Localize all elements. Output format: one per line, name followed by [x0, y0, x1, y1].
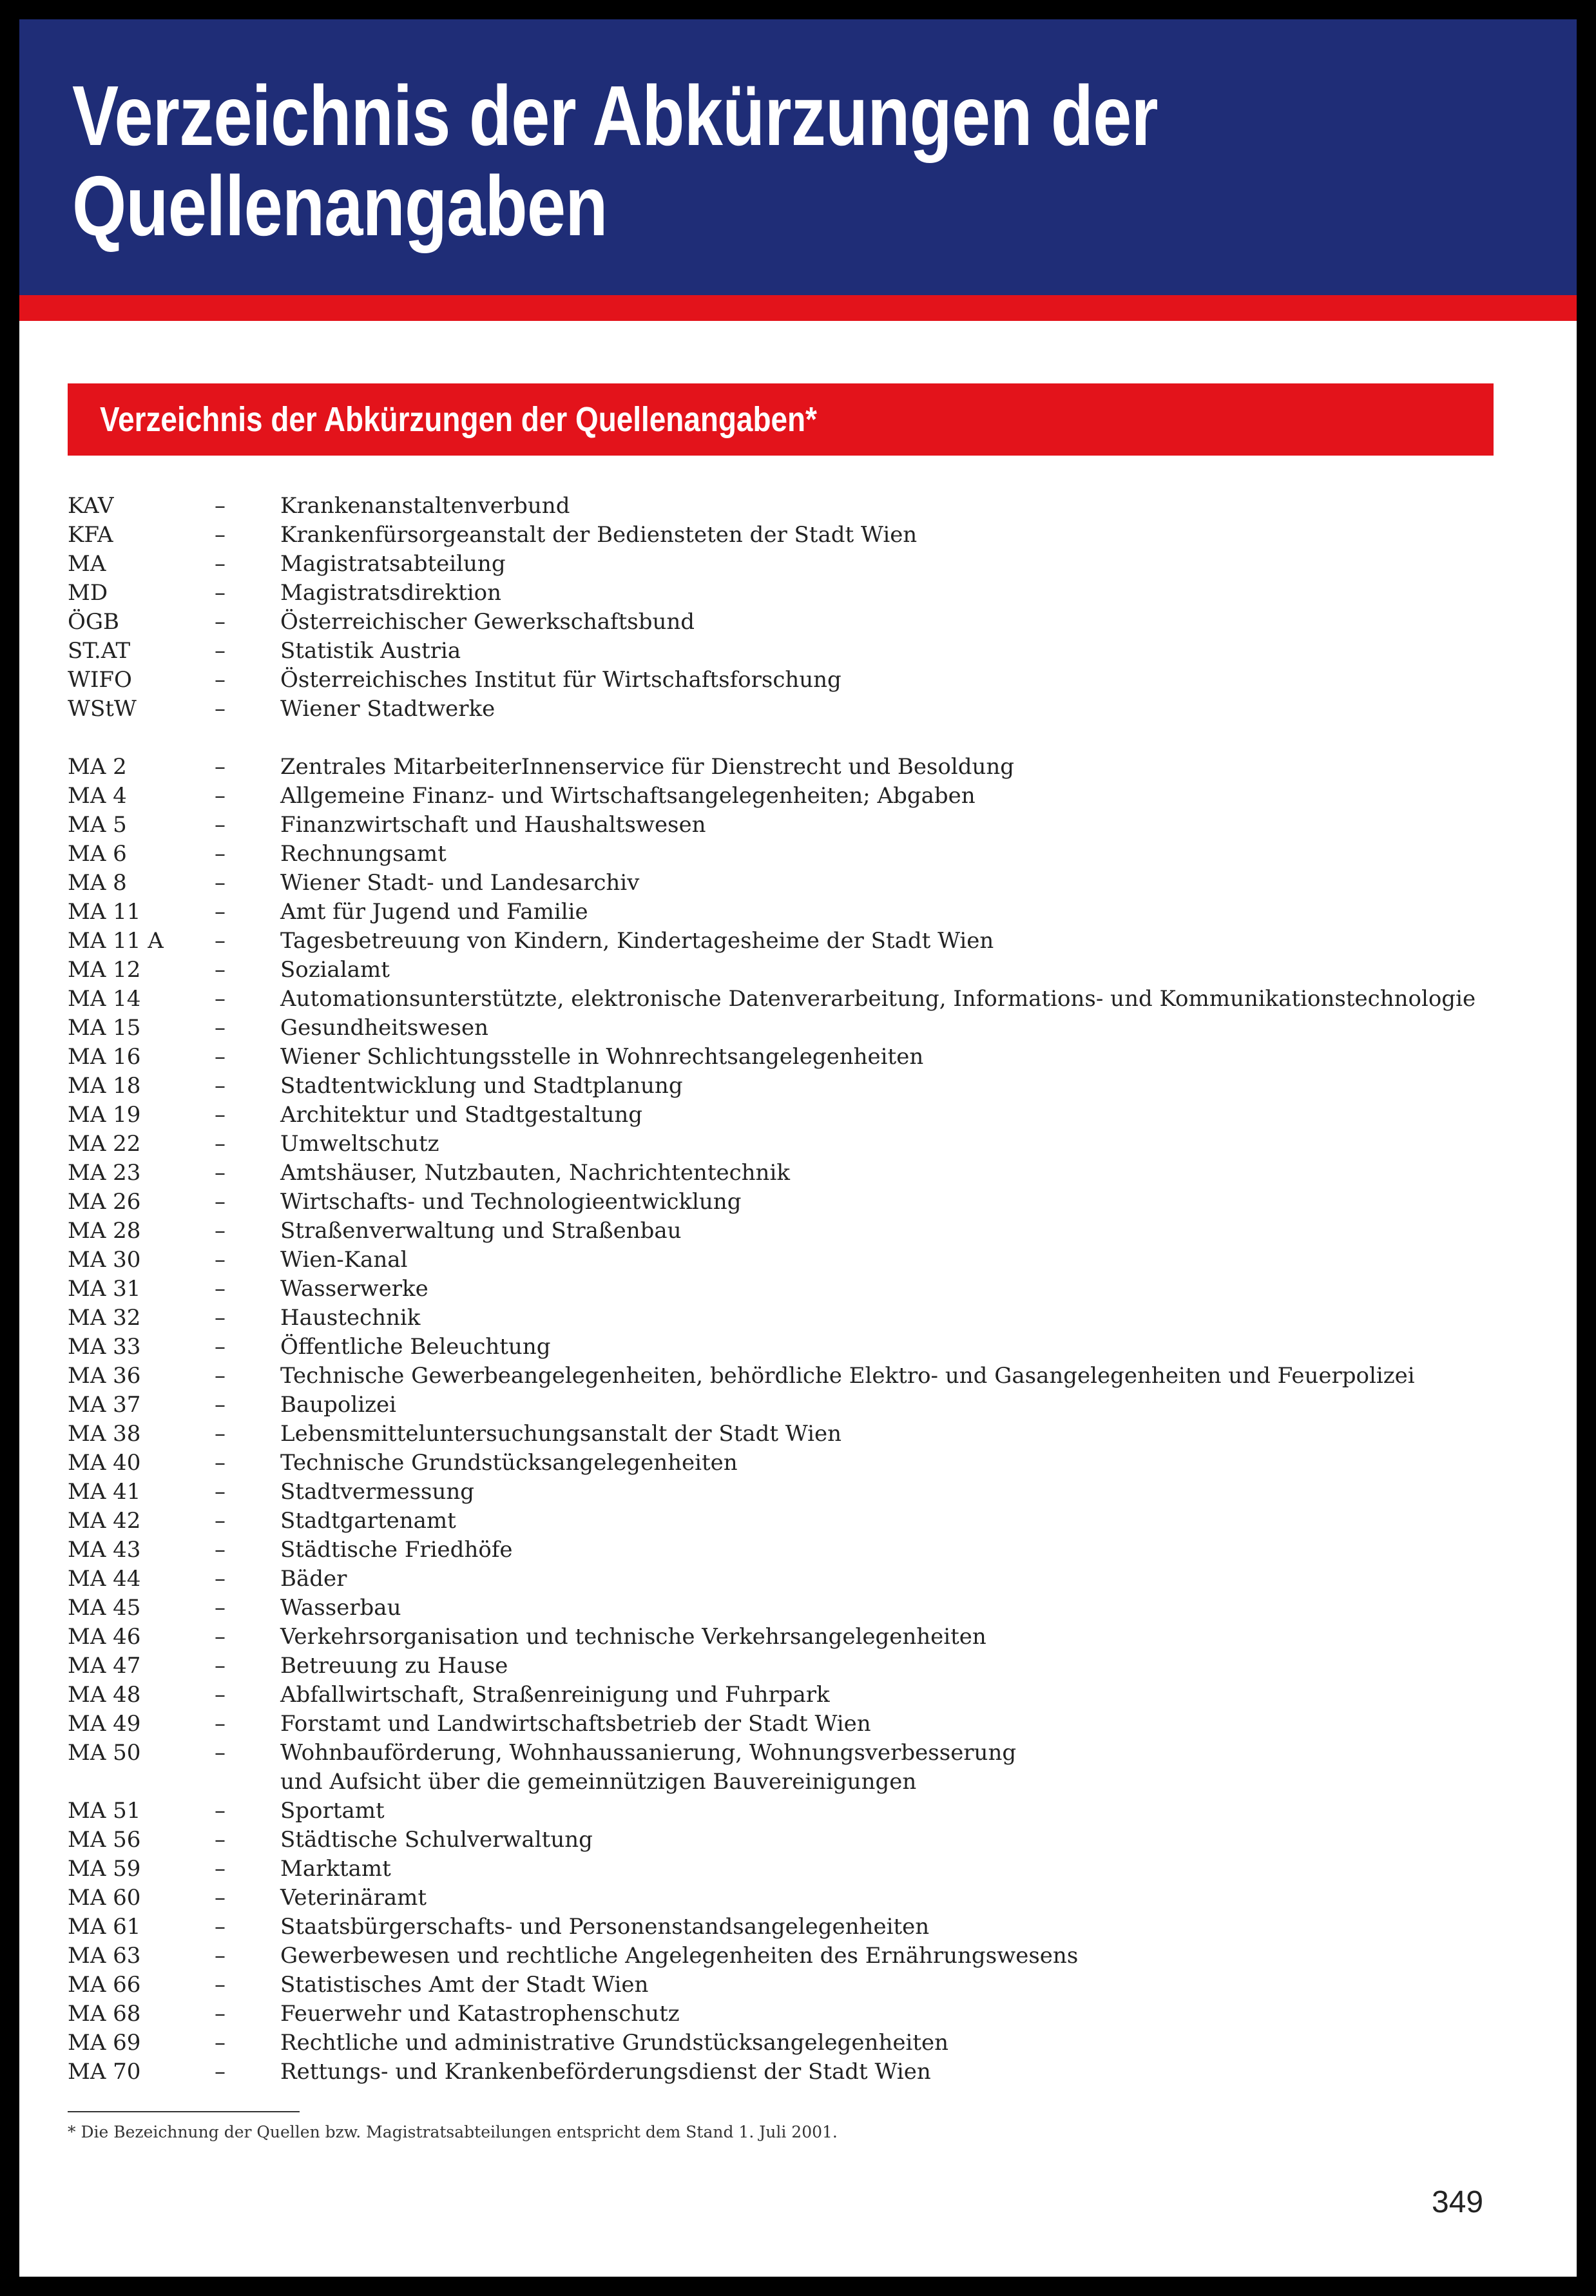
dash-separator: –: [215, 812, 226, 838]
abbreviation-code: MA 19: [68, 1102, 141, 1128]
abbreviation-description: Magistratsabteilung: [280, 551, 506, 577]
list-item: [68, 1884, 1524, 1913]
abbreviation-description: Gewerbewesen und rechtliche Angelegenheiten des Ernährungswesens: [280, 1943, 1079, 1969]
dash-separator: –: [215, 667, 226, 693]
abbreviation-code: MA 15: [68, 1015, 141, 1041]
dash-separator: –: [215, 1682, 226, 1708]
abbreviation-description: Städtische Friedhöfe: [280, 1537, 513, 1563]
list-item: [68, 492, 1524, 521]
abbreviation-list: [68, 492, 1524, 2087]
dash-separator: –: [215, 1392, 226, 1418]
abbreviation-description: Magistratsdirektion: [280, 580, 501, 606]
dash-separator: –: [215, 1943, 226, 1969]
abbreviation-code: MA 61: [68, 1914, 141, 1940]
dash-separator: –: [215, 609, 226, 635]
abbreviation-code: MA 23: [68, 1160, 141, 1186]
abbreviation-description: Statistik Austria: [280, 638, 461, 664]
abbreviation-description: Architektur und Stadtgestaltung: [280, 1102, 643, 1128]
abbreviation-code: WIFO: [68, 667, 132, 693]
list-item: [68, 666, 1524, 695]
abbreviation-description: und Aufsicht über die gemeinnützigen Bauvereinigungen: [280, 1769, 917, 1795]
dash-separator: –: [215, 2030, 226, 2056]
dash-separator: –: [215, 2001, 226, 2027]
list-item: [68, 637, 1524, 666]
dash-separator: –: [215, 1711, 226, 1737]
list-item: [68, 1565, 1524, 1594]
abbreviation-description: Zentrales MitarbeiterInnenservice für Dienstrecht und Besoldung: [280, 754, 1015, 780]
dash-separator: –: [215, 1131, 226, 1157]
abbreviation-description: Österreichisches Institut für Wirtschaftsforschung: [280, 667, 841, 693]
abbreviation-description: Gesundheitswesen: [280, 1015, 488, 1041]
list-item: [68, 1188, 1524, 1217]
abbreviation-code: MA 30: [68, 1247, 141, 1273]
list-item: [68, 869, 1524, 898]
list-item: [68, 840, 1524, 869]
list-item: [68, 811, 1524, 840]
dash-separator: –: [215, 1102, 226, 1128]
abbreviation-description: Wiener Stadtwerke: [280, 696, 495, 722]
abbreviation-code: MA 12: [68, 957, 141, 983]
list-item: [68, 2058, 1524, 2087]
abbreviation-description: Straßenverwaltung und Straßenbau: [280, 1218, 682, 1244]
abbreviation-description: Rechtliche und administrative Grundstücksangelegenheiten: [280, 2030, 949, 2056]
abbreviation-description: Wiener Schlichtungsstelle in Wohnrechtsangelegenheiten: [280, 1044, 924, 1070]
abbreviation-code: MA 11: [68, 899, 141, 925]
dash-separator: –: [215, 1798, 226, 1824]
dash-separator: –: [215, 1073, 226, 1099]
dash-separator: –: [215, 957, 226, 983]
list-item: [68, 1246, 1524, 1275]
abbreviation-code: ÖGB: [68, 609, 120, 635]
abbreviation-code: MA 4: [68, 783, 127, 809]
abbreviation-description: Stadtvermessung: [280, 1479, 475, 1505]
dash-separator: –: [215, 1827, 226, 1853]
dash-separator: –: [215, 1247, 226, 1273]
list-item: [68, 1623, 1524, 1652]
dash-separator: –: [215, 754, 226, 780]
dash-separator: –: [215, 580, 226, 606]
list-item: [68, 1855, 1524, 1884]
dash-separator: –: [215, 1421, 226, 1447]
abbreviation-code: MA 8: [68, 870, 127, 896]
header-red-stripe: [19, 295, 1577, 321]
page-title: Verzeichnis der Abkürzungen der Quellenangaben: [72, 68, 1158, 253]
dash-separator: –: [215, 522, 226, 548]
abbreviation-description: Allgemeine Finanz- und Wirtschaftsangelegenheiten; Abgaben: [280, 783, 976, 809]
list-item: [68, 782, 1524, 811]
abbreviation-description: Wiener Stadt- und Landesarchiv: [280, 870, 640, 896]
abbreviation-code: MA 37: [68, 1392, 141, 1418]
dash-separator: –: [215, 551, 226, 577]
abbreviation-description: Umweltschutz: [280, 1131, 439, 1157]
abbreviation-code: MA 66: [68, 1972, 141, 1998]
list-item: [68, 579, 1524, 608]
abbreviation-description: Veterinäramt: [280, 1885, 427, 1911]
list-item: [68, 1014, 1524, 1043]
header-band: [19, 19, 1577, 295]
abbreviation-code: MD: [68, 580, 108, 606]
list-item: [68, 608, 1524, 637]
abbreviation-description: Sozialamt: [280, 957, 390, 983]
list-item: [68, 1710, 1524, 1739]
dash-separator: –: [215, 1740, 226, 1766]
abbreviation-description: Wien-Kanal: [280, 1247, 408, 1273]
dash-separator: –: [215, 1653, 226, 1679]
dash-separator: –: [215, 1508, 226, 1534]
list-item: [68, 956, 1524, 985]
abbreviation-description: Österreichischer Gewerkschaftsbund: [280, 609, 695, 635]
list-item: [68, 695, 1524, 724]
dash-separator: –: [215, 493, 226, 519]
list-item: [68, 1971, 1524, 2000]
list-item: [68, 1217, 1524, 1246]
dash-separator: –: [215, 1450, 226, 1476]
abbreviation-description: Finanzwirtschaft und Haushaltswesen: [280, 812, 706, 838]
abbreviation-code: MA 38: [68, 1421, 141, 1447]
abbreviation-code: WStW: [68, 696, 137, 722]
abbreviation-description: Technische Gewerbeangelegenheiten, behördliche Elektro- und Gasangelegenheiten und Feuerpolizei: [280, 1363, 1415, 1389]
abbreviation-description: Rettungs- und Krankenbeförderungsdienst der Stadt Wien: [280, 2059, 931, 2085]
abbreviation-code: MA 14: [68, 986, 141, 1012]
abbreviation-description: Forstamt und Landwirtschaftsbetrieb der Stadt Wien: [280, 1711, 871, 1737]
dash-separator: –: [215, 1189, 226, 1215]
list-item-continuation: [68, 1768, 1524, 1797]
abbreviation-code: MA 36: [68, 1363, 141, 1389]
dash-separator: –: [215, 1160, 226, 1186]
list-item: [68, 1101, 1524, 1130]
abbreviation-description: Technische Grundstücksangelegenheiten: [280, 1450, 738, 1476]
abbreviation-description: Haustechnik: [280, 1305, 421, 1331]
abbreviation-description: Öffentliche Beleuchtung: [280, 1334, 551, 1360]
abbreviation-description: Amtshäuser, Nutzbauten, Nachrichtentechnik: [280, 1160, 790, 1186]
abbreviation-description: Abfallwirtschaft, Straßenreinigung und Fuhrpark: [280, 1682, 830, 1708]
list-item: [68, 1043, 1524, 1072]
abbreviation-description: Statistisches Amt der Stadt Wien: [280, 1972, 649, 1998]
list-item: [68, 1130, 1524, 1159]
abbreviation-description: Feuerwehr und Katastrophenschutz: [280, 2001, 680, 2027]
dash-separator: –: [215, 1218, 226, 1244]
dash-separator: –: [215, 1566, 226, 1592]
abbreviation-description: Tagesbetreuung von Kindern, Kindertagesheime der Stadt Wien: [280, 928, 994, 954]
list-item: [68, 1739, 1524, 1768]
dash-separator: –: [215, 1479, 226, 1505]
list-item: [68, 1420, 1524, 1449]
abbreviation-code: MA 22: [68, 1131, 141, 1157]
abbreviation-code: MA 41: [68, 1479, 141, 1505]
abbreviation-description: Krankenfürsorgeanstalt der Bediensteten der Stadt Wien: [280, 522, 918, 548]
abbreviation-code: MA 40: [68, 1450, 141, 1476]
footnote: * Die Bezeichnung der Quellen bzw. Magistratsabteilungen entspricht dem Stand 1. Juli 2001.: [68, 2123, 838, 2141]
abbreviation-description: Bäder: [280, 1566, 347, 1592]
abbreviation-code: MA 50: [68, 1740, 141, 1766]
abbreviation-code: MA 42: [68, 1508, 141, 1534]
abbreviation-description: Krankenanstaltenverbund: [280, 493, 570, 519]
list-item: [68, 521, 1524, 550]
abbreviation-code: MA 49: [68, 1711, 141, 1737]
abbreviation-code: MA 16: [68, 1044, 141, 1070]
dash-separator: –: [215, 928, 226, 954]
abbreviation-code: MA 48: [68, 1682, 141, 1708]
list-item: [68, 898, 1524, 927]
dash-separator: –: [215, 1856, 226, 1882]
list-item: [68, 550, 1524, 579]
abbreviation-description: Städtische Schulverwaltung: [280, 1827, 593, 1853]
list-item: [68, 1159, 1524, 1188]
abbreviation-code: MA 6: [68, 841, 127, 867]
abbreviation-description: Amt für Jugend und Familie: [280, 899, 588, 925]
dash-separator: –: [215, 1305, 226, 1331]
list-item: [68, 1942, 1524, 1971]
list-item: [68, 1826, 1524, 1855]
list-item: [68, 1072, 1524, 1101]
list-item: [68, 1333, 1524, 1362]
list-item: [68, 753, 1524, 782]
abbreviation-code: MA 5: [68, 812, 127, 838]
abbreviation-code: MA 69: [68, 2030, 141, 2056]
abbreviation-code: KAV: [68, 493, 114, 519]
abbreviation-description: Stadtgartenamt: [280, 1508, 456, 1534]
abbreviation-description: Staatsbürgerschafts- und Personenstandsangelegenheiten: [280, 1914, 930, 1940]
list-item: [68, 1797, 1524, 1826]
page: [19, 19, 1577, 2277]
abbreviation-code: ST.AT: [68, 638, 131, 664]
abbreviation-code: MA: [68, 551, 106, 577]
abbreviation-code: MA 28: [68, 1218, 141, 1244]
abbreviation-description: Lebensmitteluntersuchungsanstalt der Stadt Wien: [280, 1421, 842, 1447]
abbreviation-description: Automationsunterstützte, elektronische Datenverarbeitung, Informations- und Kommunikationstechnologie: [280, 986, 1476, 1012]
section-title: Verzeichnis der Abkürzungen der Quellenangaben*: [100, 400, 817, 439]
list-item: [68, 1449, 1524, 1478]
list-item: [68, 1652, 1524, 1681]
list-item: [68, 985, 1524, 1014]
abbreviation-code: MA 63: [68, 1943, 141, 1969]
abbreviation-code: MA 11 A: [68, 928, 164, 954]
group-spacer: [68, 724, 1524, 753]
dash-separator: –: [215, 1972, 226, 1998]
abbreviation-description: Wohnbauförderung, Wohnhaussanierung, Wohnungsverbesserung: [280, 1740, 1017, 1766]
list-item: [68, 1536, 1524, 1565]
list-item: [68, 927, 1524, 956]
abbreviation-code: MA 46: [68, 1624, 141, 1650]
list-item: [68, 2029, 1524, 2058]
abbreviation-description: Betreuung zu Hause: [280, 1653, 508, 1679]
list-item: [68, 1913, 1524, 1942]
list-item: [68, 1594, 1524, 1623]
list-item: [68, 2000, 1524, 2029]
dash-separator: –: [215, 638, 226, 664]
footnote-rule: [68, 2111, 300, 2112]
list-item: [68, 1478, 1524, 1507]
abbreviation-code: MA 32: [68, 1305, 141, 1331]
abbreviation-description: Sportamt: [280, 1798, 385, 1824]
dash-separator: –: [215, 1537, 226, 1563]
abbreviation-code: MA 44: [68, 1566, 141, 1592]
dash-separator: –: [215, 1914, 226, 1940]
abbreviation-code: MA 68: [68, 2001, 141, 2027]
dash-separator: –: [215, 1885, 226, 1911]
abbreviation-code: MA 26: [68, 1189, 141, 1215]
section-bar: [68, 383, 1494, 456]
list-item: [68, 1391, 1524, 1420]
dash-separator: –: [215, 1334, 226, 1360]
abbreviation-code: MA 51: [68, 1798, 141, 1824]
abbreviation-description: Stadtentwicklung und Stadtplanung: [280, 1073, 683, 1099]
abbreviation-code: MA 18: [68, 1073, 141, 1099]
dash-separator: –: [215, 783, 226, 809]
list-item: [68, 1362, 1524, 1391]
abbreviation-code: KFA: [68, 522, 113, 548]
abbreviation-description: Marktamt: [280, 1856, 391, 1882]
list-item: [68, 1275, 1524, 1304]
abbreviation-code: MA 45: [68, 1595, 141, 1621]
dash-separator: –: [215, 2059, 226, 2085]
abbreviation-description: Verkehrsorganisation und technische Verkehrsangelegenheiten: [280, 1624, 986, 1650]
abbreviation-code: MA 31: [68, 1276, 141, 1302]
dash-separator: –: [215, 1363, 226, 1389]
dash-separator: –: [215, 1624, 226, 1650]
dash-separator: –: [215, 1015, 226, 1041]
dash-separator: –: [215, 1595, 226, 1621]
abbreviation-description: Wasserbau: [280, 1595, 401, 1621]
list-item: [68, 1507, 1524, 1536]
abbreviation-code: MA 2: [68, 754, 127, 780]
abbreviation-code: MA 60: [68, 1885, 141, 1911]
abbreviation-code: MA 47: [68, 1653, 141, 1679]
dash-separator: –: [215, 841, 226, 867]
dash-separator: –: [215, 986, 226, 1012]
abbreviation-description: Baupolizei: [280, 1392, 397, 1418]
abbreviation-description: Wasserwerke: [280, 1276, 428, 1302]
abbreviation-code: MA 59: [68, 1856, 141, 1882]
abbreviation-code: MA 33: [68, 1334, 141, 1360]
dash-separator: –: [215, 696, 226, 722]
list-item: [68, 1681, 1524, 1710]
abbreviation-code: MA 56: [68, 1827, 141, 1853]
page-number: 349: [1432, 2185, 1484, 2219]
dash-separator: –: [215, 1044, 226, 1070]
abbreviation-code: MA 70: [68, 2059, 141, 2085]
list-item: [68, 1304, 1524, 1333]
dash-separator: –: [215, 899, 226, 925]
abbreviation-description: Wirtschafts- und Technologieentwicklung: [280, 1189, 742, 1215]
dash-separator: –: [215, 1276, 226, 1302]
abbreviation-code: MA 43: [68, 1537, 141, 1563]
dash-separator: –: [215, 870, 226, 896]
abbreviation-description: Rechnungsamt: [280, 841, 447, 867]
